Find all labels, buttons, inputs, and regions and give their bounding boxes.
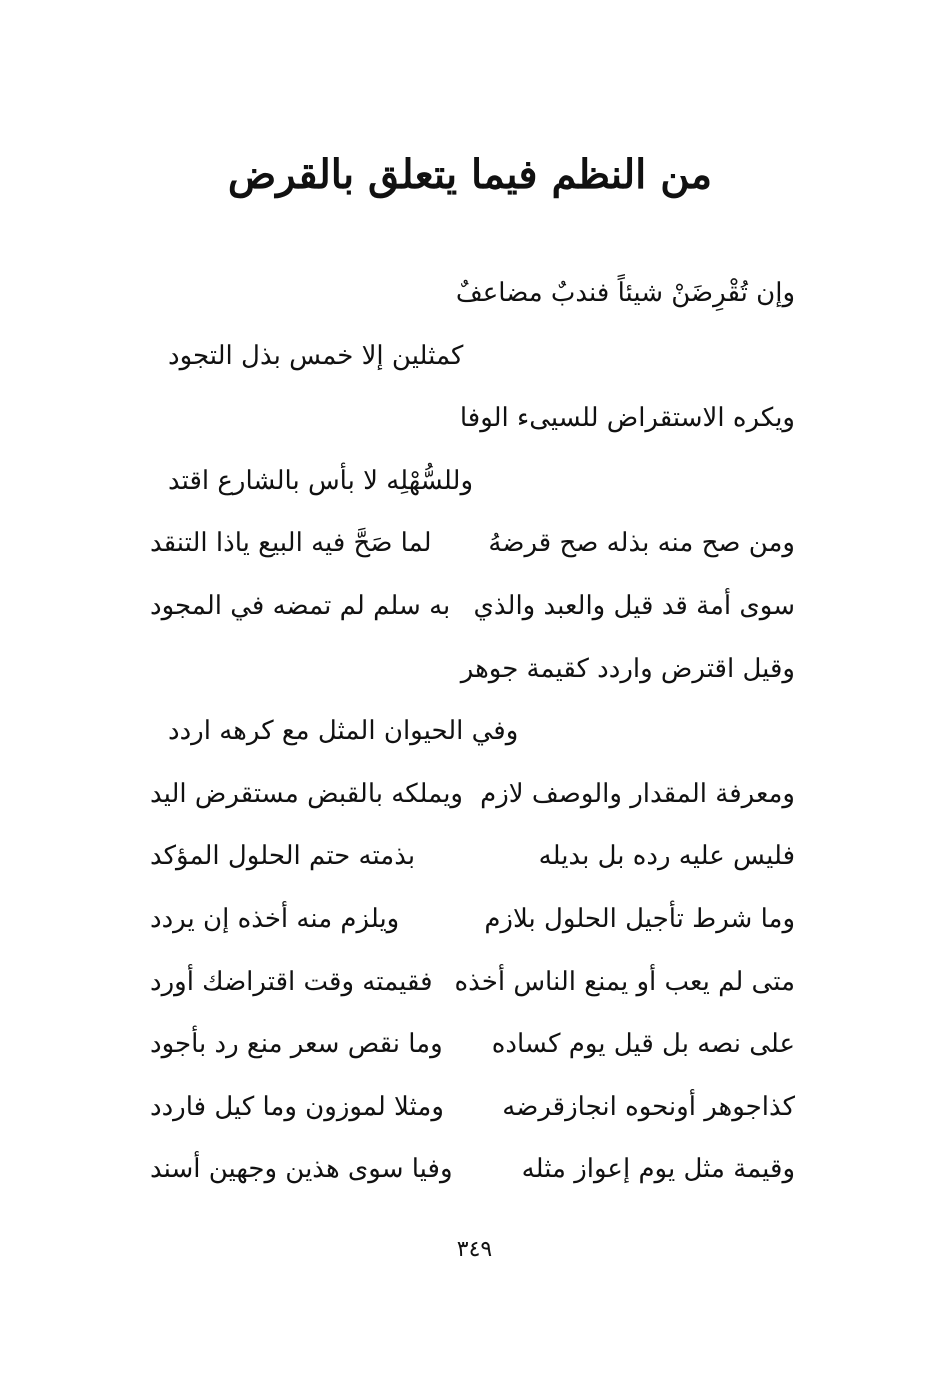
verse-line <box>150 700 795 763</box>
verse-second-half: وفي الحيوان المثل مع كرهه اردد <box>168 716 519 747</box>
verse-second-half: وما نقص سعر منع رد بأجود <box>150 1029 443 1060</box>
verse-line <box>150 1076 795 1139</box>
verse-line <box>150 387 795 450</box>
verse-first-half: ويكره الاستقراض للسيىء الوفا <box>459 403 795 434</box>
verse-first-half: على نصه بل قيل يوم كساده <box>491 1029 795 1060</box>
verse-second-half: وللسُّهْلِه لا بأس بالشارع اقتد <box>168 465 474 496</box>
verse-first-half: متى لم يعب أو يمنع الناس أخذه <box>454 966 795 997</box>
page-title: من النظم فيما يتعلق بالقرض <box>227 151 713 198</box>
page-number: ٣٤٩ <box>456 1237 493 1262</box>
verse-first-half: كذاجوهر أونحوه انجازقرضه <box>502 1091 795 1122</box>
verse-line <box>150 763 795 826</box>
verse-first-half: ومن صح منه بذله صح قرضهُ <box>488 528 795 559</box>
verse-second-half: وفيا سوى هذين وجهين أسند <box>150 1154 453 1185</box>
verse-second-half: به سلم لم تمضه في المجود <box>150 590 451 621</box>
poem-lines <box>150 262 795 1201</box>
verse-line <box>150 450 795 513</box>
verse-second-half: ويملكه بالقبض مستقرض اليد <box>150 778 463 809</box>
verse-line <box>150 638 795 701</box>
verse-first-half: ومعرفة المقدار والوصف لازم <box>480 778 795 809</box>
verse-second-half: لما صَحَّ فيه البيع ياذا التنقد <box>150 528 432 559</box>
verse-line <box>150 825 795 888</box>
verse-line <box>150 951 795 1014</box>
verse-line <box>150 325 795 388</box>
verse-first-half: سوى أمة قد قيل والعبد والذي <box>473 590 795 621</box>
verse-line <box>150 575 795 638</box>
verse-second-half: كمثلين إلا خمس بذل التجود <box>168 340 464 371</box>
verse-line <box>150 262 795 325</box>
verse-second-half: بذمته حتم الحلول المؤكد <box>150 841 416 872</box>
verse-first-half: فليس عليه رده بل بديله <box>538 841 795 872</box>
verse-line <box>150 1013 795 1076</box>
verse-line <box>150 512 795 575</box>
verse-second-half: ومثلا لموزون وما كيل فاردد <box>150 1091 444 1122</box>
verse-line <box>150 1138 795 1201</box>
verse-first-half: وقيمة مثل يوم إعواز مثله <box>521 1154 795 1185</box>
verse-second-half: فقيمته وقت اقتراضك أورد <box>150 966 433 997</box>
verse-line <box>150 888 795 951</box>
verse-first-half: وقيل اقترض واردد كقيمة جوهر <box>460 653 795 684</box>
verse-first-half: وما شرط تأجيل الحلول بلازم <box>484 903 795 934</box>
verse-first-half: وإن تُقْرِضَنْ شيئاً فندبٌ مضاعفٌ <box>455 278 795 308</box>
verse-second-half: ويلزم منه أخذه إن يردد <box>150 903 400 934</box>
